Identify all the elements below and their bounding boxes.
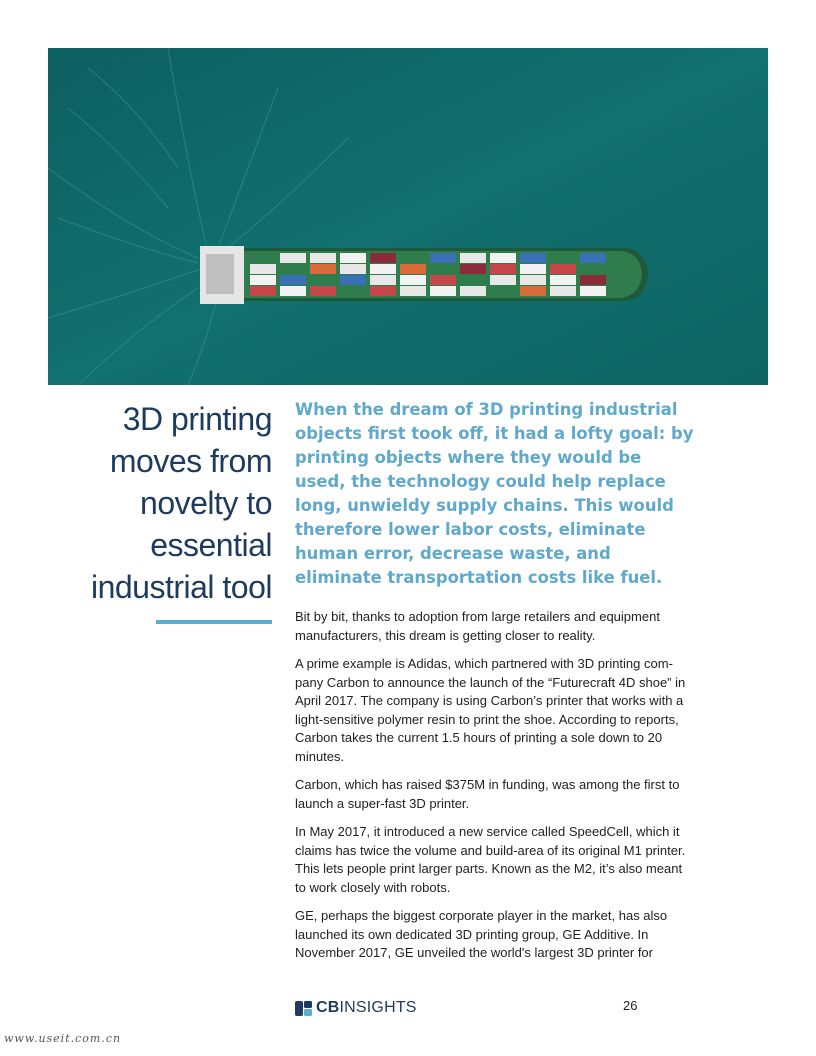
shipping-container [340,253,366,263]
shipping-container [370,286,396,296]
body-paragraph: Carbon, which has raised $375M in funding, was among the first to launch a super-fast 3D printer. [295,777,680,811]
title-underline [156,620,272,624]
shipping-container [280,253,306,263]
title-line: industrial tool [90,569,272,605]
shipping-container [460,286,486,296]
shipping-container [460,253,486,263]
watermark: www.useit.com.cn [4,1032,122,1045]
shipping-container [580,286,606,296]
shipping-container [370,253,396,263]
shipping-container [280,286,306,296]
shipping-container [310,286,336,296]
shipping-container [310,264,336,274]
lead-paragraph: When the dream of 3D printing industrial objects first took off, it had a lofty goal: by printing objects where they would be used, the technology could help replace long, unwieldy supply chains. This would therefore lower labor costs, eliminate human error, decrease waste, and eliminate transportation costs like fuel. [295,400,694,587]
cbinsights-logo-icon [295,1001,312,1016]
title-line: 3D printing [122,401,272,437]
body-paragraph: GE, perhaps the biggest corporate player in the market, has also launched its own dedicated 3D printing group, GE Additive. In November 2017, GE unveiled the world's largest 3D printer for [295,908,668,960]
shipping-container [430,275,456,285]
shipping-container [490,264,516,274]
shipping-container [580,275,606,285]
shipping-container [310,253,336,263]
shipping-container [550,275,576,285]
article-body [295,608,693,973]
title-line: novelty to [140,485,272,521]
shipping-container [400,264,426,274]
cbinsights-logo [295,998,417,1018]
shipping-container [520,275,546,285]
shipping-container [580,253,606,263]
shipping-container [370,275,396,285]
page-number: 26 [623,998,638,1013]
shipping-container [370,264,396,274]
article-title [60,398,272,608]
logo-wordmark [316,999,417,1017]
shipping-container [340,275,366,285]
shipping-container [400,286,426,296]
shipping-container [430,253,456,263]
shipping-container [430,286,456,296]
shipping-container [250,286,276,296]
shipping-container [340,264,366,274]
body-paragraph: Bit by bit, thanks to adoption from large retailers and equipment manufacturers, this dream is getting closer to reality. [295,609,660,643]
logo-bold: CB [316,999,340,1016]
body-paragraph: In May 2017, it introduced a new service called SpeedCell, which it claims has twice the volume and build-area of its original M1 printer. This lets people print larger parts. Known as the M2, it’s also meant to work closely with robots. [295,824,686,895]
shipping-container [520,286,546,296]
shipping-container [400,275,426,285]
shipping-container [490,275,516,285]
body-paragraph: A prime example is Adidas, which partnered with 3D printing com-pany Carbon to announce the launch of the “Futurecraft 4D shoe” in April 2017. The company is using Carbon’s printer that works with a light-sensitive polymer resin to print the shoe. According to reports, Carbon takes the current 1.5 hours of printing a sole down to 20 minutes. [295,656,686,764]
title-line: moves from [109,443,272,479]
cargo-ship [200,246,648,304]
title-line: essential [150,527,272,563]
cargo-ship-aerial-image [48,48,768,385]
shipping-container [250,275,276,285]
shipping-container [280,275,306,285]
shipping-container [520,253,546,263]
shipping-container [250,264,276,274]
hero-image [48,48,768,385]
shipping-container [550,264,576,274]
shipping-container [460,264,486,274]
sea-background [48,48,768,385]
shipping-container [490,253,516,263]
shipping-container [550,286,576,296]
shipping-container [520,264,546,274]
logo-rest: INSIGHTS [339,999,417,1016]
